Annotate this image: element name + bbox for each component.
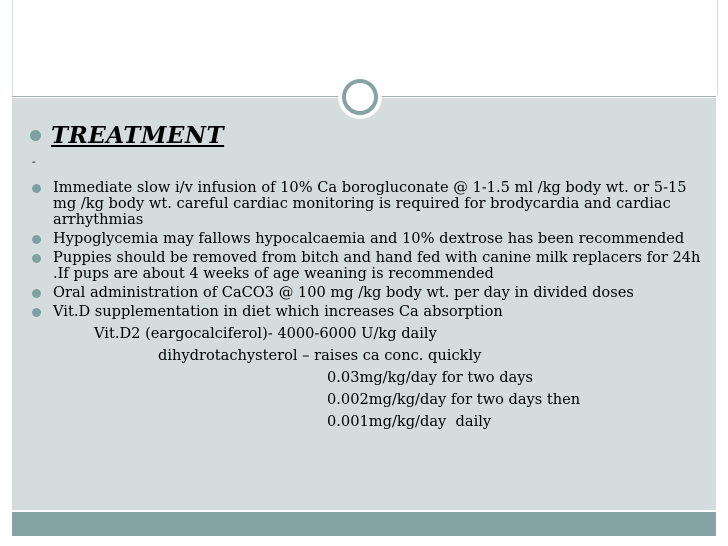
round-bullet-icon [32,254,41,263]
dihydrotachysterol-line: dihydrotachysterol – raises ca conc. quickly [158,347,482,364]
list-item-text: Oral administration of CaCO3 @ 100 mg /kg body wt. per day in divided doses [53,284,634,301]
round-bullet-icon [32,184,41,193]
bullet-list [32,180,712,436]
round-bullet-icon [32,308,41,317]
heading [30,122,224,149]
list-item [32,231,712,247]
round-bullet-icon [30,130,41,141]
list-item-text: Vit.D supplementation in diet which increases Ca absorption [53,303,503,320]
list-item [32,250,712,282]
heading-text: TREATMENT [51,122,225,149]
list-item [32,304,712,320]
list-item [32,285,712,301]
round-bullet-icon [32,289,41,298]
dose-line: 0.002mg/kg/day for two days then [327,391,581,408]
list-item-text: Puppies should be removed from bitch and hand fed with canine milk replacers for 24h .If pups are about 4 weeks of age weaning is recommended [53,249,701,282]
dose-line: 0.001mg/kg/day daily [327,413,492,430]
footer-bar [12,512,716,536]
circle-ring-icon [342,79,378,115]
round-bullet-icon [32,235,41,244]
list-item [32,180,712,228]
list-item-text: Immediate slow i/v infusion of 10% Ca borogluconate @ 1-1.5 ml /kg body wt. or 5-15 mg /kg body wt. careful cardiac monitoring is required for brodycardia and cardiac arrhythmias [53,179,687,228]
list-item-text: Hypoglycemia may fallows hypocalcaemia and 10% dextrose has been recommended [53,230,685,247]
vitd2-line: Vit.D2 (eargocalciferol)- 4000-6000 U/kg daily [94,325,437,342]
dose-line: 0.03mg/kg/day for two days [327,369,533,386]
dash-mark: - [32,155,36,168]
